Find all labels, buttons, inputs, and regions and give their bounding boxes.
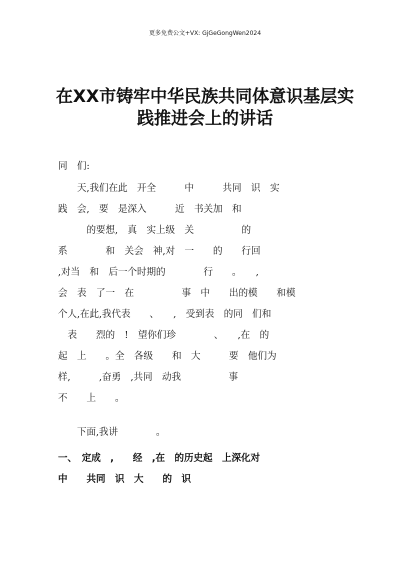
body-line: 会 表 了一 在 事 中 出的模 和模 — [58, 288, 296, 299]
body-line: 起 上 。全 各级 和 大 要 他们为 — [58, 351, 277, 362]
document-title — [40, 86, 370, 130]
body-line: 天,我们在此 开全 中 共同 识 实 — [58, 183, 280, 194]
transition-text: 下面,我讲 。 — [58, 427, 166, 438]
body-line: 践 会, 要 是深入 近 书关加 和 — [58, 204, 242, 215]
body-line: ,对当 和 后一个时期的 行 。 , — [58, 267, 259, 278]
title-line-1: 在XX市铸牢中华民族共同体意识基层实 — [55, 87, 355, 107]
body-paragraph — [58, 182, 354, 422]
body-line: 个人,在此,我代表 、 , 受到表 的同 们和 — [58, 309, 272, 320]
body-line: 表 烈的 ! 望你们珍 、 ,在 的 — [58, 330, 270, 341]
page-header-note: 更多免费公文+VX: GjGeGongWen2024 — [148, 30, 262, 37]
section-heading-line-1: 一、 定成 , 经 ,在 的历史起 上深化对 — [58, 453, 260, 464]
body-line: 不 上 。 — [58, 393, 125, 404]
body-line: 样, ,奋勇 ,共同 动我 事 — [58, 372, 239, 383]
body-line: 的要想, 真 实上级 关 的 — [58, 225, 252, 236]
title-line-2: 践推进会上的讲话 — [137, 109, 273, 129]
salutation-text: 同 们: — [58, 161, 90, 172]
section-heading-line-2: 中 共同 识 大 的 识 — [58, 474, 192, 485]
body-line: 系 和 关会 神,对 一 的 行回 — [58, 246, 261, 257]
